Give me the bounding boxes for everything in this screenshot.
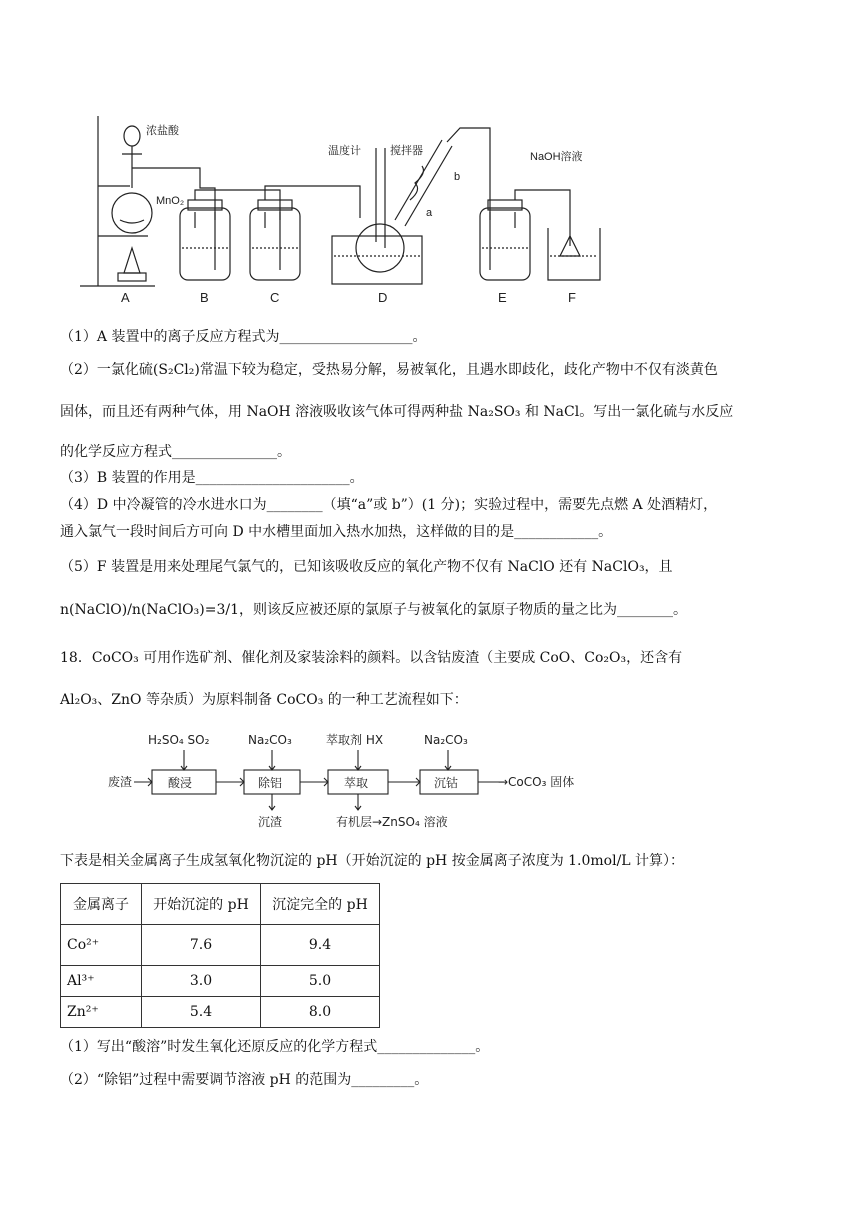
flow-input-3: 萃取剂 HX [326, 733, 384, 747]
label-stirrer: 搅拌器 [390, 145, 423, 157]
label-port-b: b [454, 171, 461, 183]
flow-input-2: Na₂CO₃ [248, 733, 292, 747]
flow-step-acid-leach: 酸浸 [168, 776, 193, 790]
table-header-cell: 金属离子 [61, 884, 142, 925]
label-port-a: a [426, 207, 433, 219]
table-cell: 3.0 [142, 966, 261, 997]
q17-part2-line2: 固体，而且还有两种气体，用 NaOH 溶液吸收该气体可得两种盐 Na₂SO₃ 和 NaCl。写出一氯化硫与水反应 [60, 404, 734, 420]
table-cell: 7.6 [142, 925, 261, 966]
label-mno2: MnO₂ [156, 195, 185, 207]
label-conc-hcl: 浓盐酸 [146, 125, 179, 137]
table-header-cell: 沉淀完全的 pH [261, 884, 380, 925]
station-label-f: F [568, 290, 576, 305]
ph-table [60, 883, 380, 1028]
table-cell: 5.0 [261, 966, 380, 997]
table-cell: 8.0 [261, 997, 380, 1028]
table-header-cell: 开始沉淀的 pH [142, 884, 261, 925]
flow-start: 废渣 [108, 775, 133, 789]
table-cell: Al³⁺ [61, 966, 142, 997]
q17-part4-line2: 通入氯气一段时间后方可向 D 中水槽里面加入热水加热，这样做的目的是____________。 [60, 524, 613, 540]
station-label-d: D [378, 290, 388, 305]
station-label-b: B [200, 290, 209, 305]
flow-step-extract: 萃取 [344, 776, 369, 790]
label-thermometer: 温度计 [328, 145, 361, 157]
apparatus-diagram [70, 108, 610, 308]
q18-table-caption: 下表是相关金属离子生成氢氧化物沉淀的 pH（开始沉淀的 pH 按金属离子浓度为 1.0mol/L 计算）： [60, 853, 685, 869]
q17-part2-line1: （2）一氯化硫(S₂Cl₂)常温下较为稳定，受热易分解，易被氧化，且遇水即歧化，歧化产物中不仅有淡黄色 [60, 362, 718, 378]
table-cell: 5.4 [142, 997, 261, 1028]
table-row [61, 925, 380, 966]
table-cell: Zn²⁺ [61, 997, 142, 1028]
q17-part2-line3: 的化学反应方程式_______________。 [60, 444, 291, 460]
flow-step-remove-al: 除铝 [258, 776, 283, 790]
q17-part5-line2: n(NaClO)/n(NaClO₃)=3/1，则该反应被还原的氯原子与被氧化的氯原子物质的量之比为________。 [60, 602, 687, 618]
table-cell: Co²⁺ [61, 925, 142, 966]
table-row [61, 966, 380, 997]
q18-part2: （2）“除铝”过程中需要调节溶液 pH 的范围为_________。 [60, 1072, 429, 1088]
flow-input-1: H₂SO₄ SO₂ [148, 733, 210, 747]
station-label-a: A [121, 290, 130, 305]
q17-part1: （1）A 装置中的离子反应方程式为___________________。 [60, 329, 427, 345]
flow-step-precipitate-co: 沉钴 [434, 776, 459, 790]
flow-product: →CoCO₃ 固体 [498, 775, 575, 789]
q17-part4-line1: （4）D 中冷凝管的冷水进水口为________（填“a”或 b”）(1 分)；实验过程中，需要先点燃 A 处酒精灯， [60, 497, 718, 513]
q17-part5-line1: （5）F 装置是用来处理尾气氯气的，已知该吸收反应的氧化产物不仅有 NaClO 还有 NaClO₃，且 [60, 559, 673, 575]
table-header-row [61, 884, 380, 925]
q18-intro-line1: 18．CoCO₃ 可用作选矿剂、催化剂及家装涂料的颜料。以含钴废渣（主要成 CoO、Co₂O₃，还含有 [60, 650, 683, 666]
q18-part1: （1）写出“酸溶”时发生氧化还原反应的化学方程式______________。 [60, 1039, 490, 1055]
station-label-e: E [498, 290, 507, 305]
station-label-c: C [270, 290, 280, 305]
flow-output-organic: 有机层→ZnSO₄ 溶液 [336, 815, 448, 829]
table-cell: 9.4 [261, 925, 380, 966]
table-row [61, 997, 380, 1028]
q17-part3: （3）B 装置的作用是______________________。 [60, 470, 364, 486]
process-flow-diagram [108, 730, 588, 834]
flow-input-4: Na₂CO₃ [424, 733, 468, 747]
flow-output-residue: 沉渣 [258, 815, 283, 829]
label-naoh-solution: NaOH溶液 [530, 151, 583, 163]
q18-intro-line2: Al₂O₃、ZnO 等杂质）为原料制备 CoCO₃ 的一种工艺流程如下： [60, 692, 468, 708]
